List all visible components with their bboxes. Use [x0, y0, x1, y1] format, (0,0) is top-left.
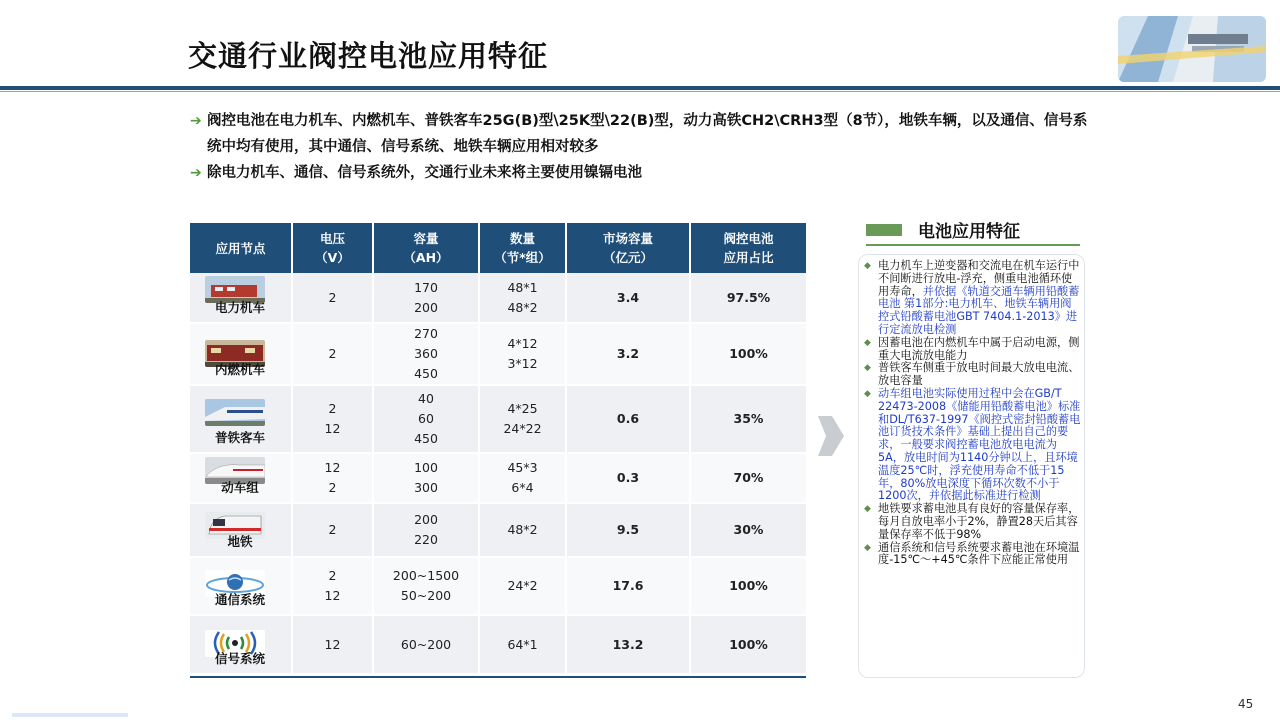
header-count: 数量 （节*组） [479, 223, 566, 273]
node-cell [190, 615, 292, 674]
table-row [190, 323, 806, 385]
arrow-icon: ➔ [190, 113, 202, 129]
table-row [190, 453, 806, 503]
node-label: 信号系统 [214, 651, 265, 666]
count-cell: 4*12 3*12 [479, 323, 566, 385]
node-label: 地铁 [227, 534, 253, 549]
page-number: 45 [1238, 697, 1254, 711]
table-header-row [190, 223, 806, 273]
ratio-cell: 70% [690, 453, 806, 503]
node-cell [190, 453, 292, 503]
passenger-train-image [205, 399, 265, 426]
header-railway-image [1118, 16, 1266, 82]
battery-features-panel [858, 254, 1085, 678]
voltage-cell: 2 [292, 503, 373, 557]
table-row [190, 615, 806, 674]
market-cell: 9.5 [566, 503, 690, 557]
count-cell: 24*2 [479, 557, 566, 615]
title-divider [0, 86, 1280, 90]
ratio-cell: 100% [690, 557, 806, 615]
intro-bullets [190, 108, 1090, 186]
market-cell: 0.6 [566, 385, 690, 453]
diamond-bullet-icon: ◆ [864, 363, 871, 374]
node-cell [190, 385, 292, 453]
list-item: ◆ 通信系统和信号系统要求蓄电池在环境温度-15℃～+45℃条件下应能正常使用 [864, 540, 1080, 567]
voltage-cell: 2 12 [292, 557, 373, 615]
page-title: 交通行业阀控电池应用特征 [188, 39, 549, 73]
count-cell: 48*2 [479, 503, 566, 557]
list-item: ◆ 普铁客车侧重于放电时间最大放电电流、放电容量 [864, 361, 1080, 388]
node-label: 内燃机车 [214, 362, 265, 377]
voltage-cell: 2 12 [292, 385, 373, 453]
panel-title-divider [866, 244, 1080, 246]
ratio-cell: 100% [690, 615, 806, 674]
node-cell [190, 503, 292, 557]
table-row [190, 503, 806, 557]
bullet-item: ➔ 除电力机车、通信、信号系统外，交通行业未来将主要使用镍镉电池 [190, 160, 1090, 186]
capacity-cell: 200 220 [373, 503, 479, 557]
battery-application-table [190, 223, 806, 675]
market-cell: 0.3 [566, 453, 690, 503]
count-cell: 48*1 48*2 [479, 273, 566, 323]
node-cell [190, 273, 292, 323]
market-cell: 3.4 [566, 273, 690, 323]
header-market: 市场容量 （亿元） [566, 223, 690, 273]
diamond-bullet-icon: ◆ [864, 542, 871, 553]
table-row [190, 385, 806, 453]
count-cell: 64*1 [479, 615, 566, 674]
ratio-cell: 30% [690, 503, 806, 557]
header-voltage: 电压 （V） [292, 223, 373, 273]
capacity-cell: 60~200 [373, 615, 479, 674]
ratio-cell: 35% [690, 385, 806, 453]
capacity-cell: 40 60 450 [373, 385, 479, 453]
list-item: ◆ 地铁要求蓄电池具有良好的容量保存率，每月自放电率小于2%，静置28天后其容量保存率不低于98% [864, 502, 1080, 541]
market-cell: 3.2 [566, 323, 690, 385]
list-item: ◆ 电力机车上逆变器和交流电在机车运行中不间断进行放电-浮充，侧重电池循环使用寿命，并依据《轨道交通车辆用铅酸蓄电池 第1部分:电力机车、地铁车辆用阀控式铅酸蓄电池GBT 7404.1-2013》进行定流放电检测 [864, 259, 1080, 336]
voltage-cell: 12 2 [292, 453, 373, 503]
market-cell: 17.6 [566, 557, 690, 615]
panel-title-marker [866, 224, 902, 236]
capacity-cell: 270 360 450 [373, 323, 479, 385]
count-cell: 4*25 24*22 [479, 385, 566, 453]
node-label: 电力机车 [214, 300, 265, 315]
diamond-bullet-icon: ◆ [864, 337, 871, 348]
node-cell [190, 323, 292, 385]
bullet-item: ➔ 阀控电池在电力机车、内燃机车、普铁客车25G(B)型\25K型\22(B)型，动力高铁CH2\CRH3型（8节），地铁车辆，以及通信、信号系统中均有使用，其中通信、信号系统、地铁车辆应用相对较多 [190, 108, 1090, 160]
node-label: 动车组 [221, 480, 259, 495]
voltage-cell: 12 [292, 615, 373, 674]
capacity-cell: 200~1500 50~200 [373, 557, 479, 615]
header-ratio: 阀控电池 应用占比 [690, 223, 806, 273]
table-row [190, 557, 806, 615]
header-capacity: 容量 （AH） [373, 223, 479, 273]
table-bottom-rule [190, 676, 806, 678]
market-cell: 13.2 [566, 615, 690, 674]
node-label: 通信系统 [214, 592, 265, 607]
title-divider-thin [0, 91, 1280, 92]
table-row [190, 273, 806, 323]
list-item: ◆ 因蓄电池在内燃机车中属于启动电源，侧重大电流放电能力 [864, 335, 1080, 362]
diamond-bullet-icon: ◆ [864, 504, 871, 515]
arrow-icon: ➔ [190, 165, 202, 181]
panel-title: 电池应用特征 [918, 222, 1020, 242]
diamond-bullet-icon: ◆ [864, 261, 871, 271]
capacity-cell: 100 300 [373, 453, 479, 503]
header-node: 应用节点 [190, 223, 292, 273]
voltage-cell: 2 [292, 273, 373, 323]
footer-accent [12, 713, 128, 717]
diamond-bullet-icon: ◆ [864, 388, 871, 399]
node-cell [190, 557, 292, 615]
ratio-cell: 100% [690, 323, 806, 385]
count-cell: 45*3 6*4 [479, 453, 566, 503]
node-label: 普铁客车 [214, 430, 265, 445]
capacity-cell: 170 200 [373, 273, 479, 323]
chevron-right-icon [818, 408, 844, 464]
ratio-cell: 97.5% [690, 273, 806, 323]
voltage-cell: 2 [292, 323, 373, 385]
list-item: ◆ 动车组电池实际使用过程中会在GB/T 22473-2008《储能用铅酸蓄电池》标准和DL/T637-1997《阀控式密封铅酸蓄电池订货技术条件》基础上提出自己的要求，一般要求阀控蓄电池放电电流为5A，放电时间为1140分钟以上，且环境温度25℃时，浮充使用寿命不低于15年，80%放电深度下循环次数不小于1200次，并依据此标准进行检测 [864, 386, 1081, 503]
